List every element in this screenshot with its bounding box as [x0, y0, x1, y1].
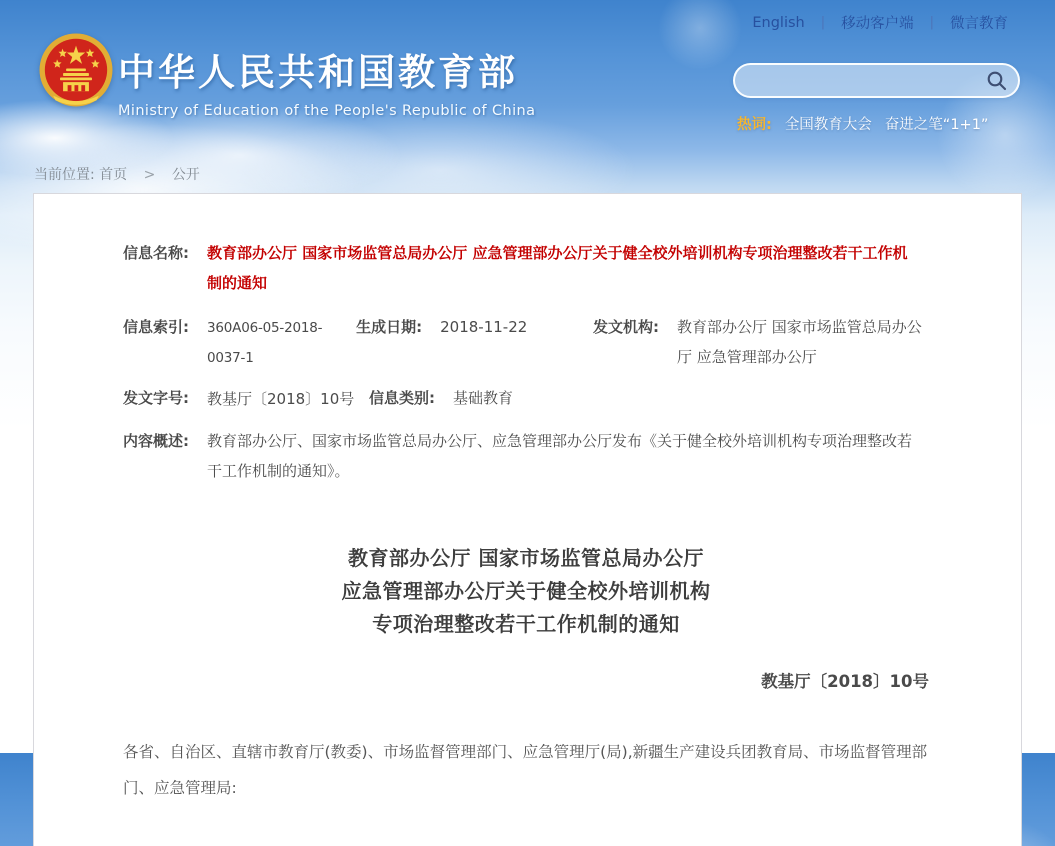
document-title-line-2: 应急管理部办公厅关于健全校外培训机构 [341, 579, 711, 603]
hot-words-bar [737, 113, 988, 134]
meta-pair-doc-number [123, 383, 369, 414]
nav-english-link[interactable]: English [752, 14, 805, 31]
gen-date-value: 2018-11-22 [440, 318, 528, 336]
hot-word-link-fenjinzhibi[interactable]: 奋进之笔“1+1” [884, 117, 989, 133]
issuing-org-label: 发文机构: [593, 318, 659, 336]
nav-separator: | [820, 15, 826, 30]
info-name-label: 信息名称: [123, 244, 189, 262]
category-value: 基础教育 [453, 389, 514, 407]
document-title-line-3: 专项治理整改若干工作机制的通知 [372, 612, 680, 636]
info-index-label: 信息索引: [123, 318, 189, 336]
site-subtitle: Ministry of Education of the People's Republic of China [118, 103, 536, 119]
top-nav [752, 12, 1008, 33]
meta-row-index-date-org [123, 312, 929, 373]
brand-text [118, 42, 535, 119]
info-name-value: 教育部办公厅 国家市场监管总局办公厅 应急管理部办公厅关于健全校外培训机构专项治理整改若干工作机制的通知 [207, 244, 908, 292]
breadcrumb [0, 150, 1055, 193]
document-number: 教基厅〔2018〕10号 [761, 672, 929, 691]
site-title: 中华人民共和国教育部 [118, 51, 518, 94]
nav-mobile-client-link[interactable]: 移动客户端 [841, 16, 914, 32]
meta-pair-info-index [123, 312, 356, 373]
nav-weiyan-education-link[interactable]: 微言教育 [950, 16, 1008, 32]
meta-row-summary [123, 426, 929, 486]
hot-words-label: 热词: [737, 117, 772, 133]
content-panel [33, 193, 1022, 846]
site-header [0, 0, 1055, 150]
document-salutation: 各省、自治区、直辖市教育厅(教委)、市场监督管理部门、应急管理厅(局),新疆生产建设兵团教育局、市场监督管理部门、应急管理局: [123, 743, 928, 797]
meta-row-docno-category [123, 383, 929, 414]
nav-separator: | [929, 15, 934, 30]
issuing-org-value: 教育部办公厅 国家市场监管总局办公厅 应急管理部办公厅 [677, 318, 922, 366]
summary-value: 教育部办公厅、国家市场监管总局办公厅、应急管理部办公厅发布《关于健全校外培训机构专项治理整改若干工作机制的通知》。 [207, 432, 913, 480]
breadcrumb-label: 当前位置: [34, 167, 95, 183]
info-index-value: 360A06-05-2018-0037-1 [207, 320, 323, 366]
doc-number-label: 发文字号: [123, 389, 189, 407]
hot-word-link-national-education-conference[interactable]: 全国教育大会 [784, 117, 872, 133]
meta-pair-gen-date [356, 312, 593, 373]
meta-row-info-name [123, 238, 929, 298]
national-emblem-icon [38, 29, 114, 117]
document-title-line-1: 教育部办公厅 国家市场监管总局办公厅 [348, 546, 704, 570]
search-box[interactable] [733, 63, 1020, 98]
document-metadata [123, 238, 929, 486]
national-emblem-logo [38, 29, 114, 117]
breadcrumb-current-link[interactable]: 公开 [171, 167, 200, 183]
search-input[interactable] [751, 65, 986, 96]
breadcrumb-home-link[interactable]: 首页 [99, 167, 128, 183]
doc-number-value: 教基厅〔2018〕10号 [207, 390, 355, 408]
meta-pair-category [369, 383, 619, 414]
category-label: 信息类别: [369, 389, 435, 407]
breadcrumb-separator: > [143, 167, 156, 183]
document-title [123, 542, 929, 641]
meta-pair-issuing-org [593, 312, 929, 373]
search-icon[interactable] [986, 70, 1008, 92]
gen-date-label: 生成日期: [356, 318, 423, 336]
summary-label: 内容概述: [123, 432, 189, 450]
